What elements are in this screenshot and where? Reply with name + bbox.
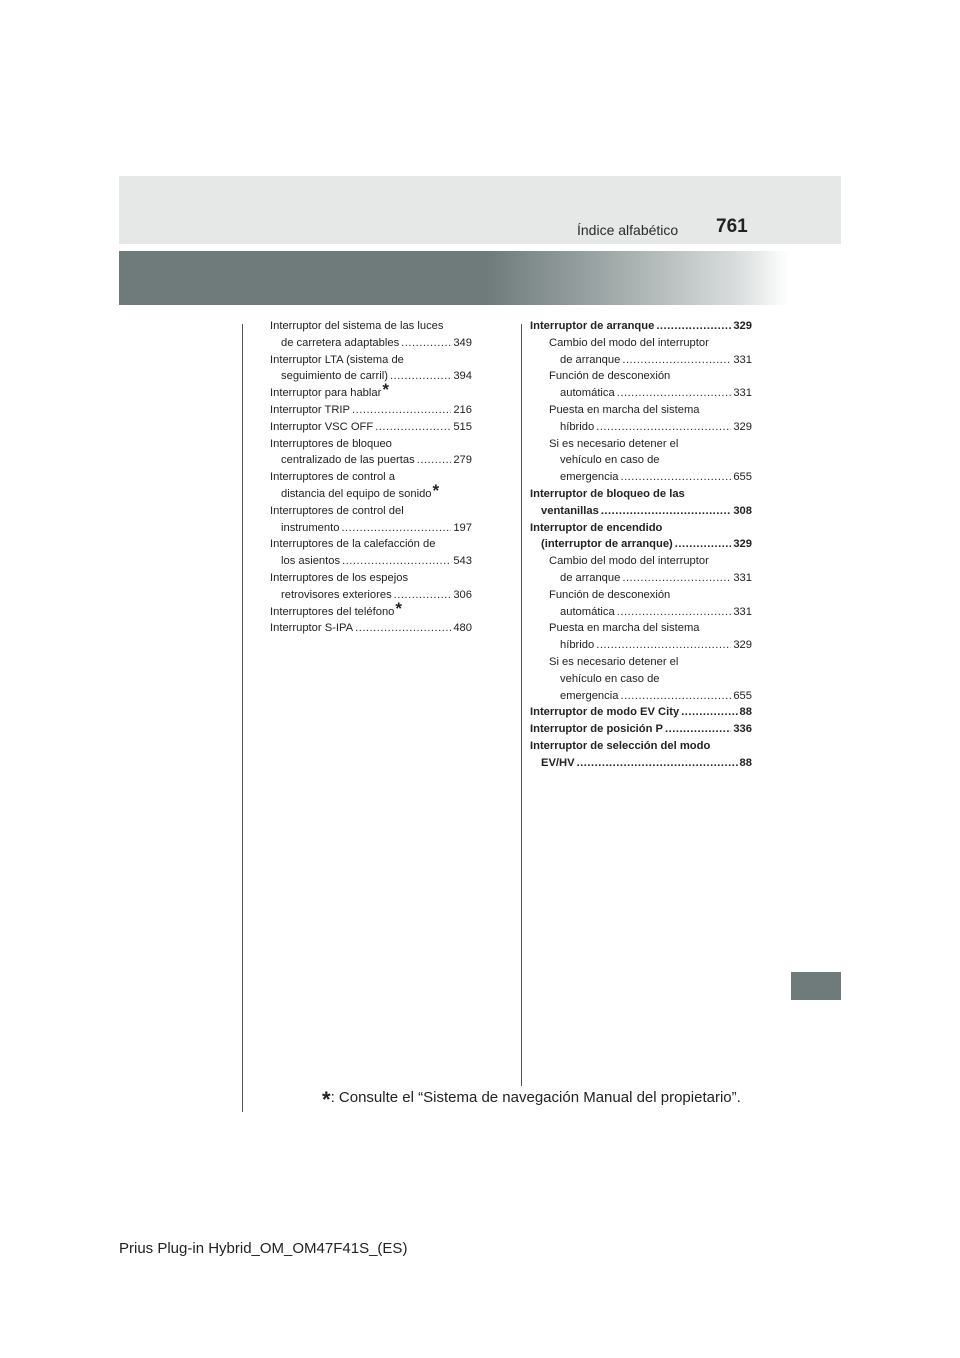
dot-leader [617,385,732,402]
index-entry-page: 88 [739,756,752,769]
index-entry-text: Interruptor de arranque [530,320,655,332]
index-entry-page: 331 [733,571,752,584]
dot-leader [596,419,731,436]
index-entry-text: seguimiento de carril) [281,370,388,383]
dot-leader [617,604,732,621]
index-entry-page: 197 [453,521,472,534]
index-entry-text: Interruptor de encendido [530,521,663,534]
index-entry-text: Interruptor de selección del modo [530,739,711,752]
index-entry-text: los asientos [281,555,341,568]
index-entry-text: instrumento [281,521,340,534]
dot-leader [342,553,451,570]
index-entry [270,335,472,352]
footnote-asterisk: * [382,380,389,400]
dot-leader [390,368,451,385]
index-entry-page: 543 [453,555,472,568]
index-entry-text: Interruptor de bloqueo de las [530,487,685,500]
index-entry-text: Interruptores de bloqueo [270,437,392,450]
index-entry-page: 515 [453,420,472,433]
index-entry-text: Interruptor de modo EV City [530,706,680,719]
document-title: Prius Plug-in Hybrid_OM_OM47F41S_(ES) [119,1240,408,1257]
index-entry-page: 331 [733,387,752,400]
index-entry [270,587,472,604]
index-entry [530,318,752,335]
dot-leader [394,587,452,604]
index-entry [270,419,472,436]
index-entry [530,486,752,503]
index-entry-text: distancia del equipo de sonido [281,487,432,500]
index-entry-text: Interruptor S-IPA [270,622,354,635]
index-entry-text: de carretera adaptables [281,336,400,349]
footnote-asterisk: * [432,480,440,500]
index-entry-text: vehículo en caso de [560,454,660,467]
index-entry [270,503,472,520]
index-entry-text: Interruptor TRIP [270,403,351,416]
index-entry-page: 331 [733,353,752,366]
index-entry-page: 331 [733,605,752,618]
index-entry-page: 216 [453,403,472,416]
index-entry [530,352,752,369]
index-entry-page: 329 [733,420,752,433]
index-entry-text: EV/HV [541,756,575,769]
index-entry [530,436,752,453]
index-entry [270,520,472,537]
index-column-right [530,318,752,772]
dot-leader [596,637,731,654]
index-entry-page: 336 [733,723,752,736]
index-entry [530,503,752,520]
index-entry-text: automática [560,387,615,400]
index-entry [530,671,752,688]
dot-leader [620,469,731,486]
index-entry [270,480,472,503]
index-entry-text: Interruptor VSC OFF [270,420,374,433]
dot-leader [375,419,451,436]
dot-leader [401,335,451,352]
index-entry-text: de arranque [560,353,621,366]
index-entry [530,604,752,621]
index-entry [270,536,472,553]
dot-leader [355,620,451,637]
dot-leader [622,570,731,587]
index-entry [530,620,752,637]
index-entry-text: retrovisores exteriores [281,588,392,601]
index-entry-text: Interruptores de la calefacción de [270,538,436,551]
index-entry [270,368,472,385]
index-entry-text: Interruptor para hablar [270,387,382,400]
footnote-asterisk: * [322,1087,331,1112]
index-entry-text: Interruptores del teléfono [270,605,395,618]
index-entry [530,570,752,587]
index-entry [270,620,472,637]
index-entry-page: 279 [453,454,472,467]
index-entry-text: vehículo en caso de [560,672,660,685]
index-entry-page: 655 [733,689,752,702]
index-entry-text: automática [560,605,615,618]
index-entry [530,738,752,755]
page-number: 761 [716,216,748,237]
index-entry-page: 349 [453,336,472,349]
index-entry-text: Función de desconexión [549,588,671,601]
index-entry [530,654,752,671]
dot-leader [620,688,731,705]
index-entry [530,553,752,570]
section-tab-marker [791,972,841,1000]
index-entry-text: Cambio del modo del interruptor [549,336,709,349]
index-entry [270,318,472,335]
index-entry-text: emergencia [560,471,619,484]
index-entry [270,452,472,469]
index-entry-text: Interruptor LTA (sistema de [270,353,404,366]
center-column-rule [521,324,522,1086]
index-entry-text: Interruptor de posición P [530,723,664,736]
index-entry-text: Si es necesario detener el [549,437,679,450]
index-entry-text: Si es necesario detener el [549,655,679,668]
index-entry [530,419,752,436]
index-entry-text: Interruptor del sistema de las luces [270,320,444,332]
footnote-asterisk: * [395,598,403,618]
dot-leader [352,402,451,419]
index-entry [270,598,472,621]
footnote [322,1087,741,1112]
index-entry [530,587,752,604]
index-entry-page: 394 [453,370,472,383]
left-column-rule [242,324,243,1112]
index-entry-text: de arranque [560,571,621,584]
section-title: Índice alfabético [577,222,679,238]
dot-leader [417,452,452,469]
index-entry-text: Puesta en marcha del sistema [549,622,700,635]
index-entry [270,469,472,486]
index-entry [270,436,472,453]
dot-leader [656,318,731,335]
index-entry-text: híbrido [560,420,595,433]
dot-leader [577,755,738,772]
index-entry-page: 655 [733,471,752,484]
index-entry-page: 329 [733,538,752,551]
index-entry [530,688,752,705]
index-entry [270,570,472,587]
index-entry-text: ventanillas [541,504,599,517]
index-entry [530,755,752,772]
index-entry-page: 306 [453,588,472,601]
index-entry-text: Interruptores de control a [270,471,395,484]
header-gradient-band [119,251,789,305]
index-entry [530,402,752,419]
index-entry-page: 308 [733,504,752,517]
index-entry-text: Interruptores de los espejos [270,571,409,584]
index-entry [530,637,752,654]
index-entry [270,402,472,419]
index-entry [530,385,752,402]
footnote-text: : Consulte el “Sistema de navegación Manual del propietario”. [330,1089,741,1106]
index-entry [530,335,752,352]
dot-leader [601,503,732,520]
index-entry [530,368,752,385]
index-entry-text: Cambio del modo del interruptor [549,555,709,568]
dot-leader [622,352,731,369]
index-entry [530,536,752,553]
index-entry [530,520,752,537]
index-entry-text: Puesta en marcha del sistema [549,403,700,416]
index-entry-text: híbrido [560,639,595,652]
index-entry [530,704,752,721]
dot-leader [341,520,451,537]
index-entry-text: centralizado de las puertas [281,454,415,467]
index-entry-page: 329 [733,639,752,652]
index-entry [530,721,752,738]
index-entry [270,352,472,369]
index-entry-page: 88 [739,706,752,719]
index-entry-text: (interruptor de arranque) [541,538,673,551]
dot-leader [675,536,732,553]
index-column-left [270,318,472,637]
index-entry-page: 480 [453,622,472,635]
index-entry [270,553,472,570]
index-entry [270,380,472,402]
dot-leader [681,704,737,721]
index-entry-text: Función de desconexión [549,370,671,383]
dot-leader [665,721,731,738]
index-entry-text: emergencia [560,689,619,702]
index-entry-page: 329 [733,320,752,332]
index-entry [530,452,752,469]
index-entry-text: Interruptores de control del [270,504,404,517]
index-entry [530,469,752,486]
